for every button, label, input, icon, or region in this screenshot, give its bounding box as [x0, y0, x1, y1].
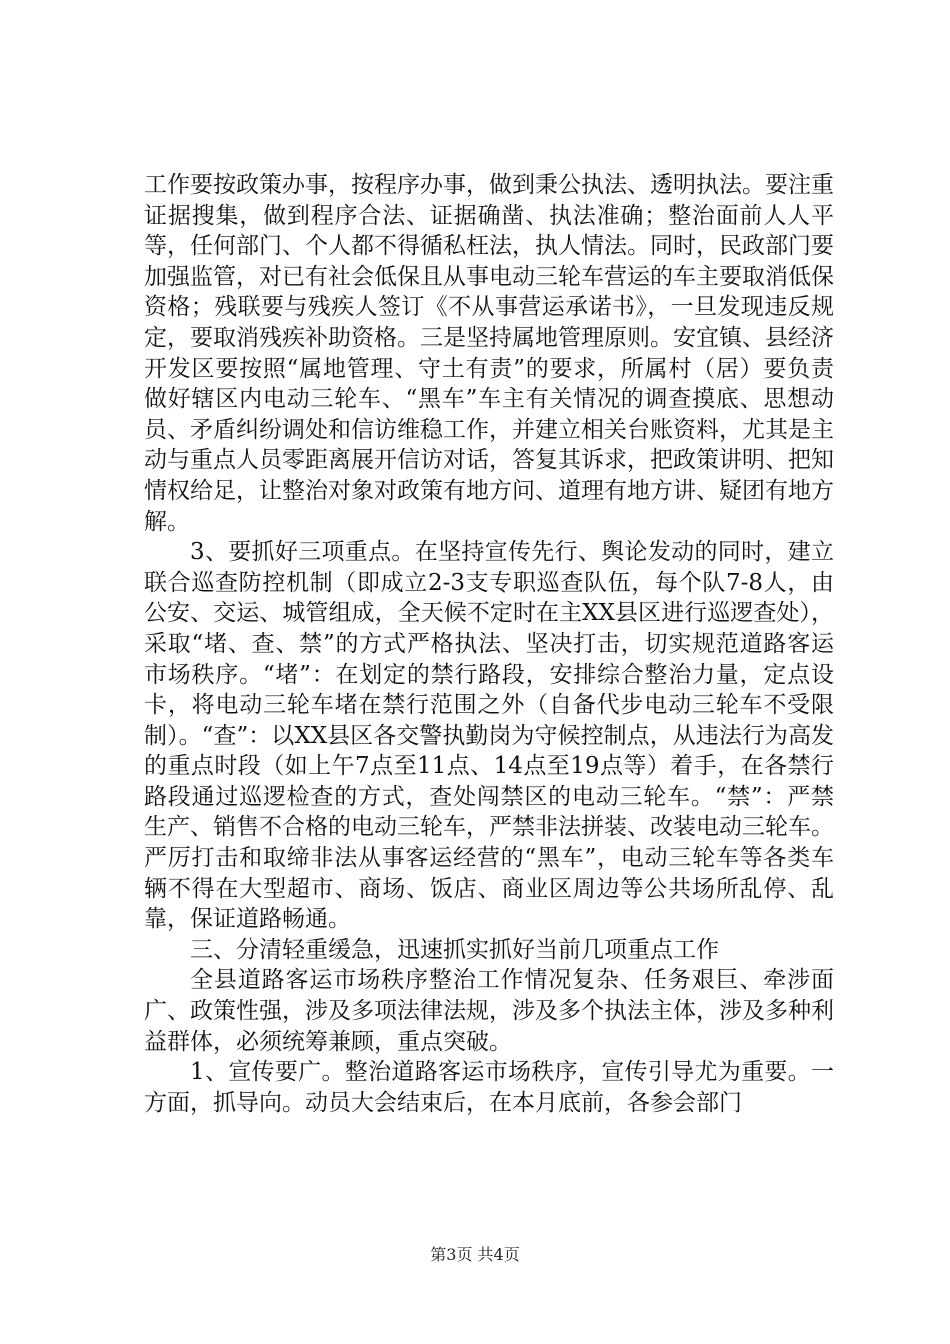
section-heading: 三、分清轻重缓急，迅速抓实抓好当前几项重点工作 [190, 936, 719, 963]
paragraph-three-key-points: 3、要抓好三项重点。在坚持宣传先行、舆论发动的同时，建立联合巡查防控机制（即成立2-3支专职巡查队伍，每个队7-8人，由公安、交运、城管组成，全天候不定时在主XX县区进行巡逻查处），采取“堵、查、禁”的方式严格执法、坚决打击，切实规范道路客运市场秩序。“堵”：在划定的禁行路段，安排综合整治力量，定点设卡，将电动三轮车堵在禁行范围之外（自备代步电动三轮车不受限制）。“查”：以XX县区各交警执勤岗为守候控制点，从违法行为高发的重点时段（如上午7点至11点、14点至19点等）着手，在各禁行路段通过巡逻检查的方式，查处闯禁区的电动三轮车。“禁”：严禁生产、销售不合格的电动三轮车，严禁非法拼装、改装电动三轮车。严厉打击和取缔非法从事客运经营的“黑车”，电动三轮车等各类车辆不得在大型超市、商场、饭店、商业区周边等公共场所乱停、乱靠，保证道路畅通。 [144, 539, 834, 933]
paragraph-continued: 工作要按政策办事，按程序办事，做到秉公执法、透明执法。要注重证据搜集，做到程序合法、证据确凿、执法准确；整治面前人人平等，任何部门、个人都不得循私枉法，执人情法。同时，民政部门要加强监管，对已有社会低保且从事电动三轮车营运的车主要取消低保资格；残联要与残疾人签订《不从事营运承诺书》，一旦发现违反规定，要取消残疾补助资格。三是坚持属地管理原则。安宜镇、县经济开发区要按照“属地管理、守土有责”的要求，所属村（居）要负责做好辖区内电动三轮车、“黑车”车主有关情况的调查摸底、思想动员、矛盾纠纷调处和信访维稳工作，并建立相关台账资料，尤其是主动与重点人员零距离展开信访对话，答复其诉求，把政策讲明、把知情权给足，让整治对象对政策有地方问、道理有地方讲、疑团有地方解。 [144, 172, 834, 535]
document-body [144, 170, 834, 1118]
paragraph-overview: 全县道路客运市场秩序整治工作情况复杂、任务艰巨、牵涉面广、政策性强，涉及多项法律法规，涉及多个执法主体，涉及多种利益群体，必须统筹兼顾，重点突破。 [144, 967, 834, 1055]
page-footer: 第3页 共4页 [430, 1245, 520, 1264]
paragraph-publicity: 1、宣传要广。整治道路客运市场秩序，宣传引导尤为重要。一方面，抓导向。动员大会结束后，在本月底前，各参会部门 [144, 1059, 834, 1116]
